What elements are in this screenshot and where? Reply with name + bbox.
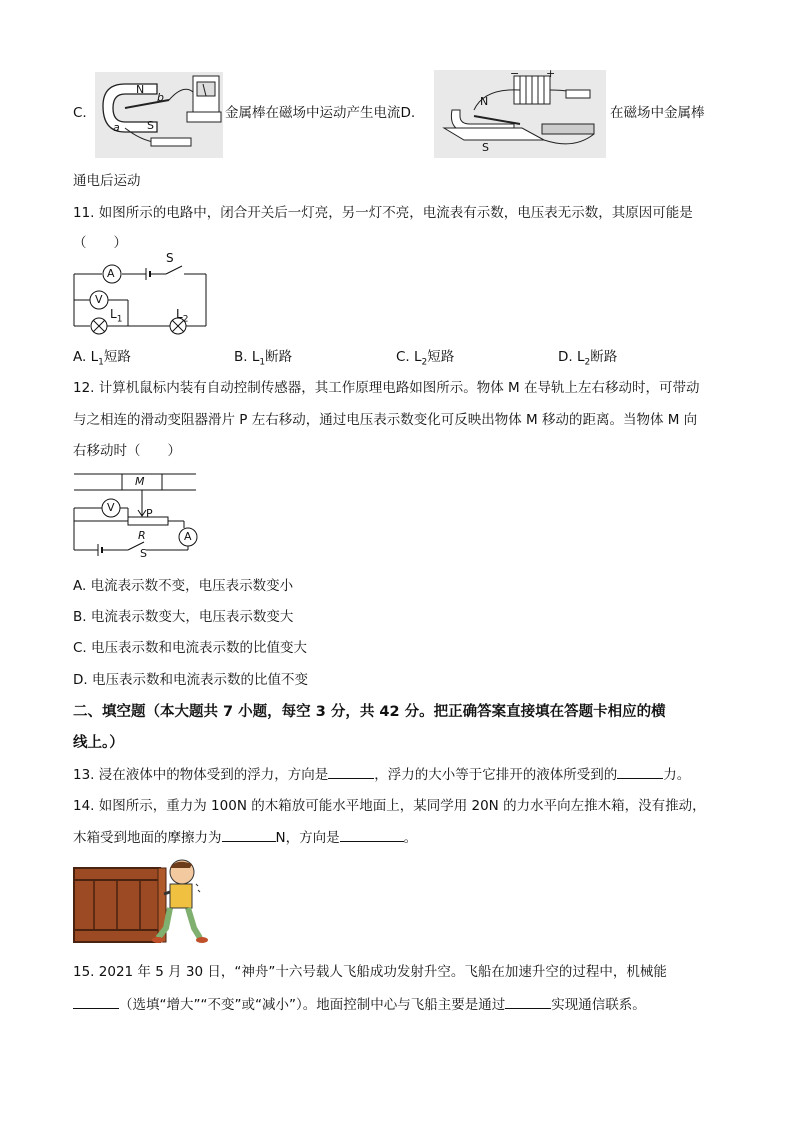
q12-option-d: D. 电压表示数和电流表示数的比值不变: [73, 672, 308, 688]
fig-c-label-a: a: [113, 121, 120, 134]
q12-line3: 右移动时（ ）: [73, 443, 181, 459]
option-d-text: 在磁场中金属棒: [610, 105, 705, 121]
q12-circuit-figure: [72, 470, 204, 560]
fig-c-label-b: b: [157, 91, 164, 104]
option-c-text: 金属棒在磁场中运动产生电流D.: [225, 105, 416, 121]
q11-option-d: D. $L_2$断路: [558, 349, 618, 368]
q12-label-s: S: [140, 547, 147, 560]
q15-line2: （选填“增大”“不变”或“减小”）。地面控制中心与飞船主要是通过 实现通信联系。: [73, 994, 646, 1015]
q11-paren: （ ）: [73, 235, 127, 251]
fig-c-label-n: N: [136, 83, 145, 96]
magnet-galvanometer-diagram: [95, 72, 223, 158]
q12-label-p: P: [146, 507, 153, 520]
q11-switch-label: S: [166, 251, 174, 265]
q12-line2: 与之相连的滑动变阻器滑片 P 左右移动，通过电压表示数变化可反映出物体 M 移动的距离。当物体 M 向: [73, 412, 698, 428]
fig-d-label-s: S: [482, 141, 489, 154]
q11-stem: 11. 如图所示的电路中，闭合开关后一灯亮，另一灯不亮，电流表有示数，电压表无示数，其原因可能是: [73, 205, 693, 221]
q11-voltmeter-label: V: [95, 293, 103, 306]
q12-label-a: A: [184, 530, 192, 543]
q14-blank-2[interactable]: [340, 827, 404, 842]
q11-l2-label: $L_2$: [176, 307, 189, 325]
q13-blank-2[interactable]: [617, 764, 663, 779]
q14-figure-box-push: [72, 858, 208, 944]
option-d-letter: D.: [400, 105, 416, 121]
boy-pushing-crate-illustration: [72, 858, 208, 944]
q14-line1: 14. 如图所示，重力为 100N 的木箱放可能水平地面上，某同学用 20N 的力水平向左推木箱，没有推动，: [73, 798, 706, 814]
q12-option-a: A. 电流表示数不变，电压表示数变小: [73, 578, 294, 594]
q13: 13. 浸在液体中的物体受到的浮力，方向是 ，浮力的大小等于它排开的液体所受到的 力。: [73, 764, 690, 785]
figure-c-generator: [95, 72, 223, 158]
q13-blank-1[interactable]: [328, 764, 374, 779]
figure-d-motor: [434, 67, 606, 158]
q11-option-c: C. $L_2$短路: [396, 349, 455, 368]
section2-heading-line1: 二、填空题（本大题共 7 小题，每空 3 分，共 42 分。把正确答案直接填在答题卡相应的横: [73, 704, 666, 720]
option-d-text-cont: 通电后运动: [73, 173, 141, 189]
q11-l1-label: $L_1$: [110, 307, 123, 325]
q12-label-v: V: [107, 501, 115, 514]
fig-d-label-minus: −: [510, 67, 520, 80]
q14-line2: 木箱受到地面的摩擦力为 N，方向是 。: [73, 827, 417, 848]
q11-circuit-figure: [70, 251, 210, 337]
fig-d-label-plus: +: [546, 67, 556, 80]
battery-magnet-diagram: [434, 70, 606, 158]
option-c-letter: C.: [73, 105, 87, 121]
q12-label-m: M: [135, 475, 145, 488]
q12-line1: 12. 计算机鼠标内装有自动控制传感器，其工作原理电路如图所示。物体 M 在导轨上左右移动时，可带动: [73, 380, 700, 396]
q11-option-b: B. $L_1$断路: [234, 349, 293, 368]
fig-d-label-n: N: [480, 95, 489, 108]
fig-c-label-s: S: [147, 119, 154, 132]
q15-blank-1[interactable]: [73, 994, 119, 1009]
q15-line1: 15. 2021 年 5 月 30 日，“神舟”十六号载人飞船成功发射升空。飞船在加速升空的过程中，机械能: [73, 964, 667, 980]
q15-blank-2[interactable]: [505, 994, 551, 1009]
q11-circuit-diagram: [70, 262, 210, 337]
q12-option-c: C. 电压表示数和电流表示数的比值变大: [73, 640, 308, 656]
section2-heading-line2: 线上。）: [73, 735, 124, 751]
q14-blank-1[interactable]: [222, 827, 276, 842]
q11-ammeter-label: A: [107, 267, 115, 280]
q12-option-b: B. 电流表示数变大，电压表示数变大: [73, 609, 294, 625]
q12-label-r: R: [138, 529, 146, 542]
q11-option-a: A. $L_1$短路: [73, 349, 131, 368]
